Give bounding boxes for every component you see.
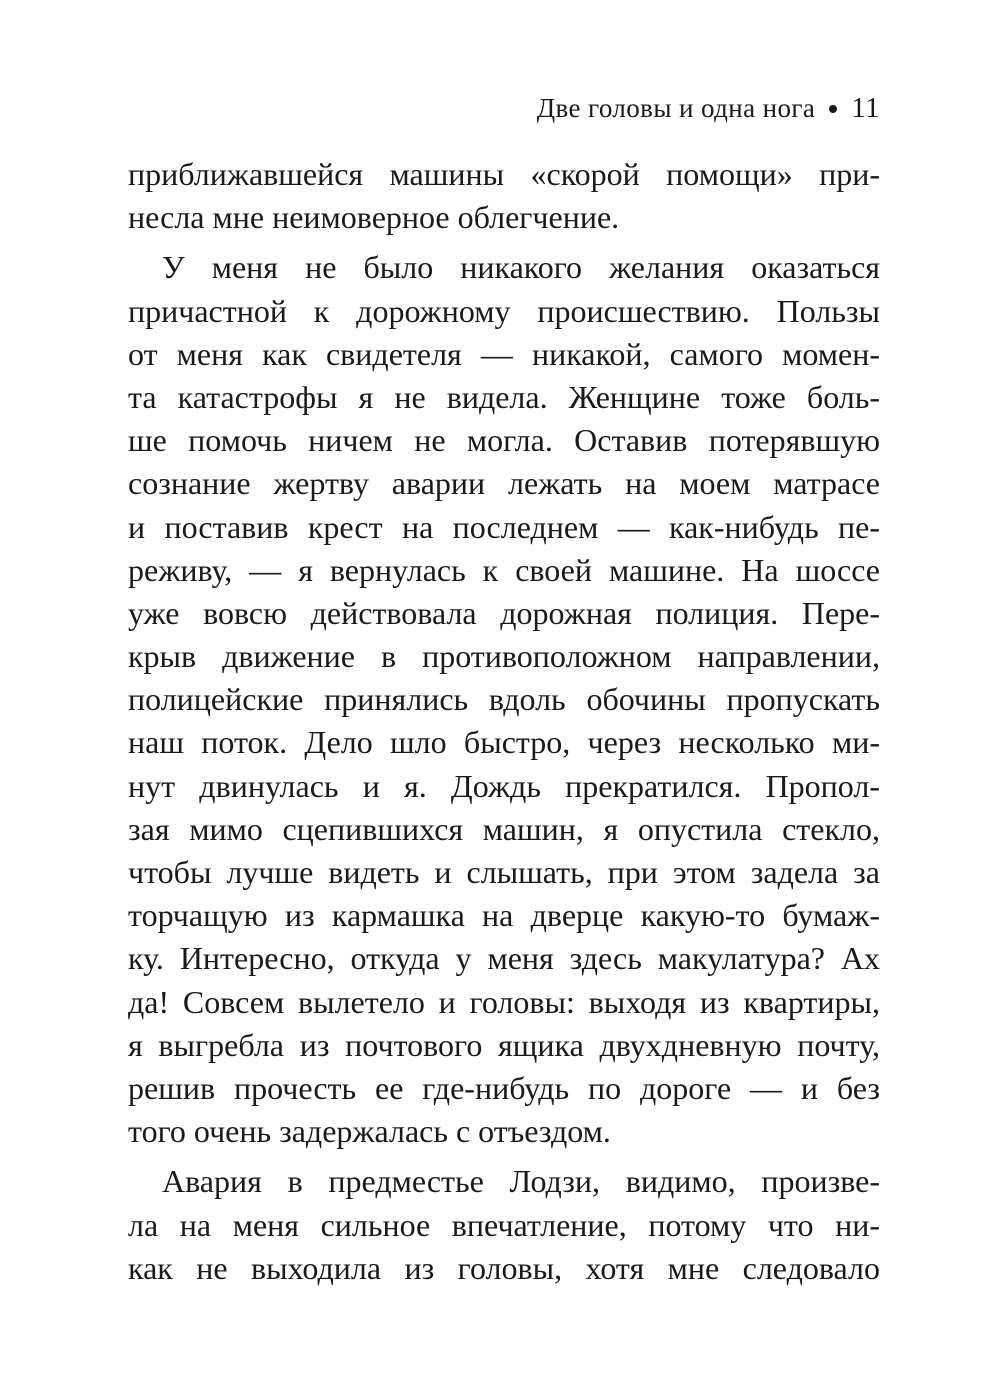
text-line: несла мне неимоверное облегчение. xyxy=(128,199,620,236)
text-line: сознание жертву аварии лежать на моем матрасе xyxy=(128,465,880,502)
text-line: ла на меня сильное впечатление, потому что ни- xyxy=(128,1206,880,1243)
text-line: уже вовсю действовала дорожная полиция. Пере- xyxy=(128,594,880,631)
text-line: ку. Интересно, откуда у меня здесь макулатура? Ах xyxy=(128,940,880,977)
running-header xyxy=(128,88,880,128)
paragraph xyxy=(128,1160,880,1290)
text-line: зая мимо сцепившихся машин, я опустила стекло, xyxy=(128,810,880,847)
text-line: того очень задержалась с отъездом. xyxy=(128,1113,611,1150)
text-line: ше помочь ничем не могла. Оставив потерявшую xyxy=(128,422,880,459)
text-line: крыв движение в противоположном направлении, xyxy=(128,638,880,675)
text-line: Авария в предместье Лодзи, видимо, произве- xyxy=(162,1163,880,1200)
text-line: приближавшейся машины «скорой помощи» при- xyxy=(128,156,880,192)
text-line: причастной к дорожному происшествию. Пользы xyxy=(128,292,880,329)
text-line: да! Совсем вылетело и головы: выходя из квартиры, xyxy=(128,983,880,1020)
text-line: и поставив крест на последнем — как-нибудь пе- xyxy=(128,508,880,545)
text-line: реживу, — я вернулась к своей машине. На шоссе xyxy=(128,551,880,588)
text-line: полицейские принялись вдоль обочины пропускать xyxy=(128,681,880,718)
paragraph xyxy=(128,246,880,1153)
text-line: как не выходила из головы, хотя мне следовало xyxy=(128,1249,880,1286)
page-number: 11 xyxy=(851,92,880,124)
text-line: торчащую из кармашка на дверце какую-то бумаж- xyxy=(128,897,880,934)
text-line: решив прочесть ее где-нибудь по дороге — и без xyxy=(128,1069,880,1106)
text-line: У меня не было никакого желания оказаться xyxy=(162,249,880,286)
text-line: чтобы лучше видеть и слышать, при этом задела за xyxy=(128,854,880,890)
paragraph xyxy=(128,153,880,239)
bullet-separator-icon xyxy=(829,105,837,113)
text-line: от меня как свидетеля — никакой, самого момен- xyxy=(128,335,880,372)
body-text xyxy=(128,153,880,1290)
text-line: та катастрофы я не видела. Женщине тоже боль- xyxy=(128,378,880,415)
text-line: я выгребла из почтового ящика двухдневную почту, xyxy=(128,1026,880,1063)
text-line: наш поток. Дело шло быстро, через несколько ми- xyxy=(128,724,880,761)
header-title: Две головы и одна нога xyxy=(536,93,816,123)
text-line: нут двинулась и я. Дождь прекратился. Пропол- xyxy=(128,767,880,804)
